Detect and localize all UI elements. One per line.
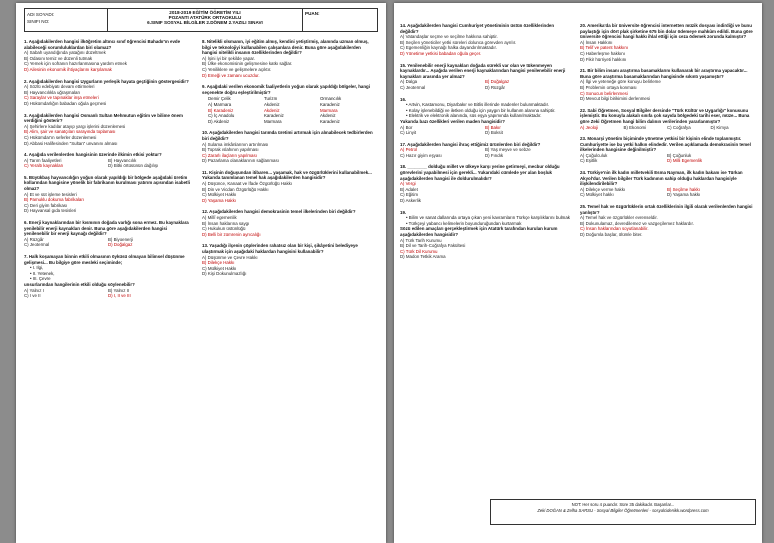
question-prompt: Yukarıda bazı özellikleri verilen maden hangisidir? xyxy=(400,118,505,124)
answer-option: A) Jeoloji xyxy=(580,124,599,130)
answer-table-cell: Karadeniz xyxy=(320,101,340,107)
exam-title xyxy=(108,9,303,31)
answer-table-cell: Karadeniz xyxy=(320,118,340,124)
question-text: 2. Aşağıdakilerden hangisi Uygurların yerleşik hayata geçtiğinin göstergesidir? xyxy=(24,78,189,84)
answer-option: B) Doğalgaz xyxy=(485,79,510,85)
answer-option: B) Pamuklu dokuma fabrikaları xyxy=(24,197,85,203)
answer-option: D) Yaşama Hakkı xyxy=(202,197,236,203)
answer-option: D) Fındık xyxy=(485,152,504,158)
answer-table-cell: Akdeniz xyxy=(320,113,336,119)
question-item xyxy=(24,79,192,107)
question-bullet: • Kolay işlenebildiği ve iletken olduğu için yaygın bir kullanım alanına sahiptir. xyxy=(406,107,556,113)
answer-option: B) Problemin ortaya konması xyxy=(580,84,637,90)
answer-option: D) Yönetime yetkisi babadan oğula geçer. xyxy=(400,50,482,56)
footer-note: NOT: Her soru 4 puandır. Süre 35 dakikadır. Başarılar... xyxy=(571,502,675,507)
answer-table-cell: Demir Çelik xyxy=(208,96,231,102)
question-item xyxy=(400,23,570,57)
answer-option: D) Pazarlama olanaklarının sağlanması xyxy=(202,158,279,164)
answer-option: C) Yeniliklere ve gelişmelere açıktır. xyxy=(202,66,272,72)
answer-option: A) Temel hak ve özgürlükler evrenseldir. xyxy=(580,215,658,221)
answer-option: D) Madon Tetkik Arama xyxy=(400,254,446,260)
answer-option: C) Hukukun üstünlüğü xyxy=(202,226,246,232)
answer-option: D) I, II ve III xyxy=(108,293,131,299)
question-column-4 xyxy=(580,23,754,244)
question-text: 20. Amerika'da bir üniversite öğrencisi internetten müzik dosyası indirdiği ve bunu paylaştığı için dört plak şirketine 675 bin dolar ödemeye mahkûm edildi. Buna göre üniversite öğrencisi hangi hakkı ihlal ettiği için ceza ödemek zorunda kalmıştır? xyxy=(580,23,753,40)
answer-option: D) Belli bir zümrenin ayrıcalığı xyxy=(202,231,261,237)
exam-page-left xyxy=(16,3,386,543)
answer-table-cell: Marmara xyxy=(320,107,338,113)
answer-option: A) İşini iyi bir şekilde yapar. xyxy=(202,55,255,61)
question-item xyxy=(580,204,754,238)
answer-option-row xyxy=(24,163,192,169)
answer-option: C) Sonucun belirlenmesi xyxy=(580,90,628,96)
answer-option: C) Yeraltı kaynakları xyxy=(24,163,64,169)
question-text: 11. Kişinin doğuşundan itibaren... yaşamak, hak ve özgürlüklerini kullanabilmek... Yukarıda tanımlanan temel hak aşağıdakilerden hangisidir? xyxy=(202,169,372,181)
answer-option: A) Bor xyxy=(400,124,413,130)
question-item xyxy=(400,142,570,159)
answer-option: C) Linyit xyxy=(400,130,417,136)
answer-option: B) Hayvancılıkla uğraşmaları xyxy=(24,89,81,95)
answer-option: A) Millî egemenlik xyxy=(202,215,237,221)
answer-table-cell: Akdeniz xyxy=(264,107,280,113)
answer-option: C) Egemenliğin kaynağı halka dayandırılmaktadır. xyxy=(400,45,497,51)
answer-option: C) I ve II xyxy=(24,293,41,299)
title-line-2: POZANTI ATATÜRK ORTAOKULU xyxy=(168,15,242,21)
question-text: 8. Nitelikli olsmanın, iyi eğitim almış, kendini yetiştirmiş, alanında uzman olmuş, bilgi ve teknolojiyi kullanabilen çalışanlara denir. Buna göre aşağıdakilerden hangisi nitelikli insanın özelliklerinden değildir? xyxy=(202,39,369,56)
answer-option: A) Düşünce, Kanaat ve İfade Özgürlüğü Hakkı xyxy=(202,181,293,187)
answer-option: C) Türk Dil Kurumu xyxy=(400,248,438,254)
question-text: 16. xyxy=(400,96,407,102)
question-item xyxy=(202,130,376,164)
question-item xyxy=(202,39,376,78)
answer-table-cell: A) Marmara xyxy=(208,101,232,107)
student-info xyxy=(25,9,108,31)
answer-option: A) Çoğulculuk xyxy=(580,152,608,158)
answer-option: A) Yalnız I xyxy=(24,287,44,293)
question-text: 19. xyxy=(400,209,407,215)
question-text: 14. Aşağıdakilerden hangisi Cumhuriyet yönetiminin üstün özelliklerinden değildir? xyxy=(400,23,555,34)
answer-option: B) Ülke ekonomisinin gelişmesine katkı sağlar. xyxy=(202,61,293,67)
exam-header xyxy=(24,8,378,32)
question-text: 6. Enerji kaynaklarından bir kısmının doğada varlığı sona ermez. Bu kaynaklara yenilebilir enerji kaynakları denir. Buna göre aşağıdakilerden hangisi yenilenebilir bir enerji kaynağı değildir? xyxy=(24,220,189,237)
answer-option-row xyxy=(24,242,192,248)
question-bullet: • II. Yetenek, xyxy=(30,270,55,276)
answer-option: A) Sözlü edebiyatı devam ettirmeleri xyxy=(24,84,95,90)
question-item xyxy=(400,63,570,91)
answer-option: D) Abbasi Halifesinden "Sultan" unvanını alması xyxy=(24,140,118,146)
answer-option: C) Jeotermal xyxy=(400,84,426,90)
answer-option: A) Sabah uyandığında yatağını düzeltmek xyxy=(24,50,106,56)
answer-option-row xyxy=(400,130,570,136)
answer-table-cell: D) Akdeniz xyxy=(208,118,230,124)
answer-option: B) Yaş meyve ve sebze xyxy=(485,147,531,153)
answer-option-row xyxy=(24,293,192,299)
answer-option: D) Emeği ve zamanı ucuzdur. xyxy=(202,72,260,78)
answer-option-row xyxy=(580,192,754,198)
answer-option: A) Vergi xyxy=(400,181,416,187)
answer-option-row xyxy=(400,153,570,159)
question-column-2 xyxy=(202,39,376,283)
answer-option-row xyxy=(580,158,754,164)
answer-option: B) Telif ve patent hakkını xyxy=(580,45,628,51)
answer-option: B) Çoğunluk xyxy=(667,152,692,158)
question-bullet: • Türkçeyi yabancı kelimelerin boyunduruğundan kurtarmak xyxy=(406,220,522,226)
answer-option: A) Et ve süt işleme tesisleri xyxy=(24,191,77,197)
answer-option: C) Yemek için sofranın hazırlanmasına yardım etmek xyxy=(24,61,127,67)
question-item xyxy=(24,113,192,147)
answer-option: D) Hükümdarlığın babadan oğula geçmesi xyxy=(24,100,107,106)
question-text: 12. Aşağıdakilerden hangisi demokrasinin temel ilkelerinden biri değildir? xyxy=(202,209,356,215)
question-bullet: • III. Çevre xyxy=(30,276,51,282)
answer-option: B) Ekonomi xyxy=(623,124,647,130)
footer-authors: Zeki DOĞAN & Zelha SARSU - Sosyal Bilgiler Öğretmenleri - sosyalcidenikk.wordpress.com xyxy=(537,508,709,513)
answer-option: B) Toprak ıslahının yapılması xyxy=(202,147,259,153)
answer-option: C) Hazır giyim eşyası xyxy=(400,152,442,158)
answer-table-cell: Ormancılık xyxy=(320,96,342,102)
question-bullet: • Artvin, Kastamonu, Diyarbakır ve Bitlis illerinde madenler bulunmaktadır. xyxy=(406,102,550,108)
answer-option: C) Coğrafya xyxy=(667,124,691,130)
answer-option: B) Dokunulamaz, devredilemez ve vazgeçilemez haklardır. xyxy=(580,220,694,226)
answer-table-cell: Marmara xyxy=(264,118,282,124)
question-text: 10. Aşağıdakilerden hangisi tarımda üretimi artırmak için alınabilecek tedbirlerden biri değildir? xyxy=(202,130,373,141)
answer-option-row xyxy=(580,125,754,131)
answer-option: A) Türk Tarih Kurumu xyxy=(400,237,442,243)
answer-option: C) Mülkiyet Hakkı xyxy=(202,265,237,271)
question-item xyxy=(24,152,192,169)
answer-option: A) Dalga xyxy=(400,79,418,85)
question-item xyxy=(580,108,754,130)
answer-option: B) Bakır xyxy=(485,124,501,130)
question-text: 3. Aşağıdakilerden hangisi Osmanlı Sultan Mehmutun eğitim ve bilime önem verdiğini gösterir? xyxy=(24,112,183,124)
answer-option: B) Odasını temiz ve düzenli tutmak xyxy=(24,55,93,61)
question-text: 21. Bir bilim insanı araştırma basamaklarını kullanarak bir araştırma yapacaktır... Buna göre araştırma basamaklarından hangisinde sıkıntı yaşamıştır? xyxy=(580,68,748,79)
answer-table-cell: Turizm xyxy=(264,96,278,102)
answer-table xyxy=(208,96,376,124)
answer-table-cell: C) İç Anadolu xyxy=(208,113,235,119)
answer-option: C) Zararlı ilaçların yapılması xyxy=(202,152,257,158)
answer-option: C) Mülkiyet hakkı xyxy=(580,192,614,198)
answer-option: A) Dilekçe verme hakkı xyxy=(580,186,626,192)
answer-option: A) Sulama imkânlarının artırılması xyxy=(202,141,269,147)
answer-option: A) İnsan Hakkını xyxy=(580,39,613,45)
answer-option: D) Bitki örtüsünün dağılışı xyxy=(108,163,159,169)
answer-option: A) Şehirlere kadılar atayıp yargı işlerini düzenlemesi xyxy=(24,123,126,129)
answer-option: D) Doğumla başlar, ölümle biter. xyxy=(580,232,643,237)
answer-option: D) Yaşama hakkı xyxy=(667,192,701,198)
question-item xyxy=(580,68,754,102)
question-prompt: Sözü edilen amaçları gerçekleştirmek için Atatürk tarafından kurulan kurum aşağıdakilerden hangisidir? xyxy=(400,226,558,237)
answer-option: B) Seçilme hakkı xyxy=(667,186,700,192)
answer-option: D) Milli Egemenlik xyxy=(667,158,703,164)
answer-option: C) Hükümdar'ın seferler düzenlemesi xyxy=(24,134,97,140)
question-item xyxy=(202,84,376,124)
answer-option: D) Hayvansal gıda tesisleri xyxy=(24,208,77,214)
answer-option: D) Kişi Dokunulmazlığı xyxy=(202,271,247,277)
answer-option: B) Biyoenerji xyxy=(108,236,133,242)
question-text: 25. Temel hak ve özgürlüklerin ortak özelliklerinin ilgili olarak verilenlerden hangisi yanlıştır? xyxy=(580,204,753,215)
answer-option: A) İlgi ve yeteneğe göre konuyu belirleme xyxy=(580,79,661,85)
question-prompt: unsurlarından hangilerinin etkili olduğu söylenebilir? xyxy=(24,281,135,287)
question-text: 7. Halk koşamayan binnin etkili olmasının öyküsü olmayan bilimsel düşünme gelişmesi... Bu bilgiye göre mesleki seçiminde; xyxy=(24,254,185,265)
answer-option: B) İnsan haklarına saygı xyxy=(202,220,250,226)
class-label: SINIFI NO: xyxy=(27,19,50,24)
answer-option: A) Vatandaşlar seçme ve seçilme hakkına sahiptir. xyxy=(400,34,498,40)
question-text: 24. Türkiye'nin ilk kadın milletvekili Esma Nayman, ilk kadın bakanı ise Türkan Akyol'dur. Verilen bilgiler Türk kadınının sahip olduğu haklardan hangisiyle ilişkilendirilebilir? xyxy=(580,170,743,187)
question-text: 23. Monarşi yönetim biçiminde yönetme yetkisi bir kişinin elinde toplanmıştır. Cumhuriyette ise bu yetki halkın elindedir. Verilen açıklamada demokrasinin temel ilkelerinden hangisine değinilmiştir? xyxy=(580,136,751,153)
question-item xyxy=(202,170,376,204)
answer-option: C) Eşitlik xyxy=(580,158,598,164)
answer-option: A) Tarım faaliyetleri xyxy=(24,157,62,163)
answer-option: B) Seçilen yöneticiler yetki süreleri dolunca görevden ayrılır. xyxy=(400,39,517,45)
answer-option: B) Adalet xyxy=(400,186,418,192)
question-column-1 xyxy=(24,39,192,305)
answer-option: D) Askerlik xyxy=(400,198,421,204)
question-item xyxy=(202,209,376,237)
answer-option: C) Deri giyim fabrikası xyxy=(24,202,68,208)
name-label: ADI SOYADI: xyxy=(27,12,55,17)
question-item xyxy=(400,210,570,260)
answer-option-row xyxy=(400,85,570,91)
question-text: 5. Büyükbaş hayvancılığın yoğun olarak yapıldığı bir bölgede aşağıdaki üretim kollarından hangisine yönelik bir fabrikanın kurulması yatırım açısından isabetli olmaz? xyxy=(24,174,190,192)
question-item xyxy=(24,220,192,248)
answer-table-cell: Akdeniz xyxy=(264,101,280,107)
answer-option: B) Dilekçe Hakkı xyxy=(202,260,235,266)
answer-option: B) Alim, şair ve sanatçıları sarayında toplaması xyxy=(24,129,116,135)
answer-option: B) Hayvancılık xyxy=(108,157,137,163)
answer-option: D) Doğalgaz xyxy=(108,242,133,248)
question-item xyxy=(580,23,754,62)
answer-option: D) Mevcut bilgi birikimini derlenmesi xyxy=(580,96,651,102)
question-text: 15. Yenilenebilir enerji kaynakları doğada sürekli var olan ve tükenmeyen kaynaklardır... Aşağıda verilen enerji kaynaklarından hangisi yenilenebilir enerji kaynakları arasında yer almaz? xyxy=(400,62,566,79)
title-line-1: 2018-2019 EĞİTİM ÖĞRETİM YILI xyxy=(169,10,241,15)
answer-option: B) Yalnız II xyxy=(108,287,130,293)
question-item xyxy=(202,243,376,277)
score-box xyxy=(303,9,377,31)
question-text: 18. ________ dolduğu millet ve ülkeye karşı yerine getirmeyi, mecbur olduğu görevlerini yapabilmesi için gerekli... Yukarıdaki cümlede yer alan boşluk aşağıdakilerden hangisi ile doldurulmalıdır? xyxy=(400,164,560,181)
question-text: 22. Sabi Öğretmen, Sosyal Bilgiler dersinde "Türk Kültür ve Uygarlığı" konusunu işlemiştir. Bu konuyla alakalı sınıfa çok sayıda bölgedeki tarihi eser, müze... Buna göre Zeki Öğretmen hangi bilim dalının verilerinden yararlanmıştır? xyxy=(580,107,750,124)
answer-option: A) Düşünme ve Çevre Hakkı xyxy=(202,254,258,260)
question-column-3 xyxy=(400,23,570,266)
answer-option: D) Kimya xyxy=(710,124,729,130)
answer-option: A) Rüzgâr xyxy=(24,236,44,242)
question-text: 4. Aşağıda verilenlerden hangisinin üzerinde ilkimin etkisi yoktur? xyxy=(24,152,162,158)
question-item xyxy=(400,97,570,136)
question-bullet: • Bilim ve sanat dallarında ortaya çıkan yeni kavramların Türkçe karşılıklarını bulmak xyxy=(406,215,570,221)
answer-option: B) Din ve Vicdan Özgürlüğü Hakkı xyxy=(202,186,269,192)
answer-option: C) Saraylar ve tapınaklar inşa etmeleri xyxy=(24,95,99,101)
question-item xyxy=(580,136,754,164)
answer-option: C) Mülkiyet Hakkı xyxy=(202,192,237,198)
question-item xyxy=(24,175,192,214)
answer-option: C) Eğitim xyxy=(400,192,419,198)
answer-option: C) Jeotermal xyxy=(24,242,50,248)
question-item xyxy=(24,39,192,73)
title-line-3: 6.SINIF SOSYAL BİLGİLER 2.DÖNEM 2.YAZILI SINAVI xyxy=(147,20,263,26)
exam-footer xyxy=(490,499,756,525)
answer-option: A) Petrol xyxy=(400,147,418,153)
question-bullet: • Elektrik ve elektronik alanında, süs eşya yapımında kullanılmaktadır. xyxy=(406,113,542,119)
answer-option: C) Haberleşme hakkını xyxy=(580,50,625,56)
score-label: PUAN: xyxy=(305,11,320,16)
question-text: 9. Aşağıdaki verilen ekonomik faaliyetlerin yoğun olarak yapıldığı bölgeler, hangi seçenekte doğru eşleştirilmiştir? xyxy=(202,84,370,95)
exam-page-right xyxy=(394,3,762,543)
answer-option: D) Ailesinin ekonomik ihtiyaçlarını karşılamak xyxy=(24,66,112,72)
question-text: 13. Yaşadığı ilçenin çöplerinden rahatsız olan bir kişi, şikâyetini belediyeye ulaştırmak için aşağıdaki haklardan hangisini kullanabilir? xyxy=(202,243,358,254)
answer-option: D) Boksit xyxy=(485,130,503,136)
answer-option: D) Fikir hürriyeti hakkını xyxy=(580,56,627,62)
answer-option: C) İnsan haklarından soyutlanabilir. xyxy=(580,226,649,232)
answer-option: D) Rüzgâr xyxy=(485,84,506,90)
question-text: 1. Aşağıdakilerden hangisi ilköğretim altıncı sınıf öğrencisi Bahadır'ın evde alabileceği sorumluluklardan biri olamaz? xyxy=(24,39,181,50)
question-text: 17. Aşağıdakilerden hangisi ihraç ettiğimiz ürünlerden biri değildir? xyxy=(400,141,541,147)
question-bullet: • I. Ilgi, xyxy=(30,265,44,271)
answer-table-cell: B) Karadeniz xyxy=(208,107,234,113)
answer-option: B) Dil ve Tarih-Coğrafya Fakültesi xyxy=(400,243,466,249)
question-item xyxy=(24,254,192,299)
question-item xyxy=(400,164,570,203)
question-item xyxy=(580,170,754,198)
answer-table-cell: Karadeniz xyxy=(264,113,284,119)
